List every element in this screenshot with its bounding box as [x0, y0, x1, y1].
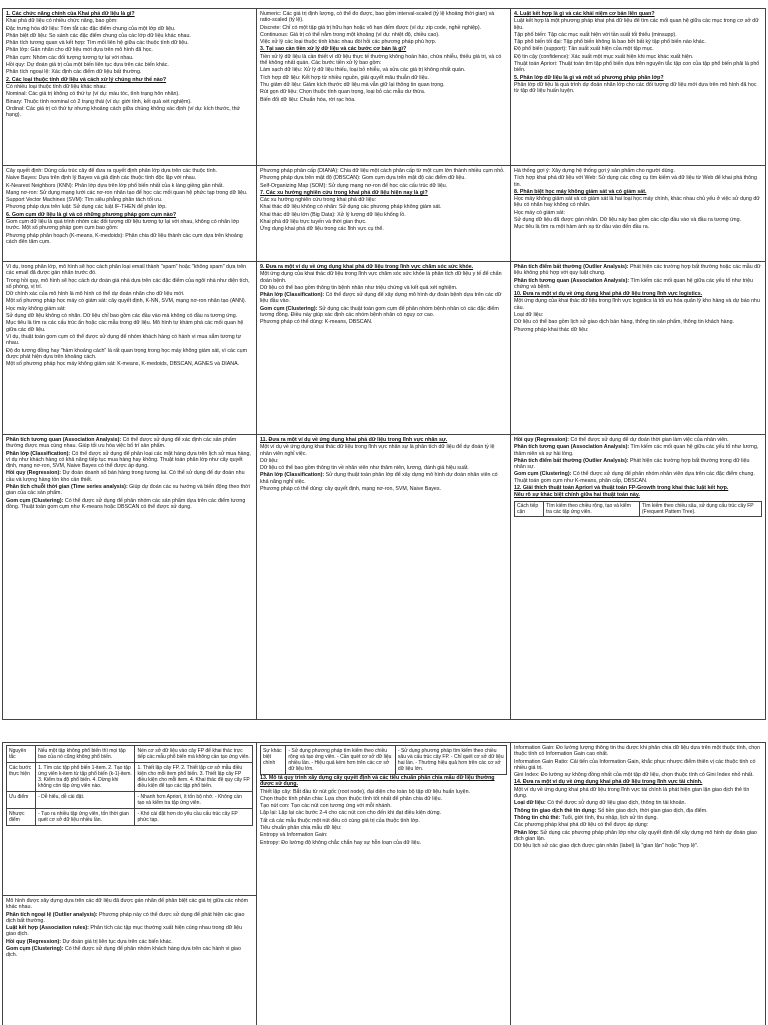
paragraph: Phân cụm: Nhóm các đối tượng tương tự lại với nhau.	[6, 54, 134, 61]
bold-term: Phân lớp (Classification):	[6, 450, 71, 457]
paragraph: Biến đổi dữ liệu: Chuẩn hóa, rời rạc hóa.	[260, 96, 356, 103]
paragraph: Nominal: Các giá trị không có thứ tự (ví dụ: màu tóc, tình trạng hôn nhân).	[6, 91, 180, 98]
paragraph: Phương pháp phân cấp (DIANA): Chia dữ liệu một cách phân cấp từ một cụm lớn thành nhiều cụm nhỏ.	[260, 168, 505, 174]
section-heading: 11. Đưa ra một ví dụ về ứng dụng khai phá dữ liệu trong lĩnh vực nhân sự.	[260, 437, 448, 443]
paragraph-text: Dự đoán giá trị liên tục dựa trên các biến khác.	[61, 938, 173, 945]
table-row	[261, 746, 507, 775]
paragraph: Tất cả các mẫu thuộc một nút đều có cùng giá trị của thuộc tính lớp.	[260, 817, 420, 824]
paragraph: Phân lớp dữ liệu là quá trình dự đoán nhãn lớp cho các đối tượng dữ liệu mới dựa trên mô hình đã học từ tập dữ liệu huấn luyện.	[514, 81, 757, 95]
text-cell	[257, 262, 510, 435]
text-cell	[511, 262, 765, 435]
row-header-cell: Sự khác biệt chính	[261, 746, 286, 775]
paragraph-text: Có thể được sử dụng để phân nhóm các sản phẩm dựa trên các điểm tương đồng. Thuật toán gom cụm như K-means hoặc DBSCAN có thể được sử dụng.	[6, 497, 246, 510]
section-heading: 9. Đưa ra một ví dụ về ứng dụng khai phá dữ liệu trong lĩnh vực chăm sóc sức khỏe.	[260, 264, 474, 270]
paragraph-text: Phương pháp này có thể được sử dụng để phát hiện các giao dịch bất thường.	[6, 911, 245, 924]
paragraph: Một ứng dụng của khai thác dữ liệu trong lĩnh vực logistics là tối ưu hóa quản lý kho hàng và dự báo nhu cầu.	[514, 298, 760, 311]
bold-term: Luật kết hợp (Association rules):	[6, 925, 89, 932]
paragraph-text: Dự đoán doanh số bán hàng trong tương lai. Có thể sử dụng để dự đoán nhu cầu và lượng hàng tồn kho cần thiết.	[6, 470, 245, 483]
table-cell: 1. Tìm các tập phổ biến 1-item. 2. Tạo tập ứng viên k-item từ tập phổ biến (k-1)-item. 3. Kiểm tra độ phổ biến. 4. Dừng khi không còn tập ứng viên nào.	[36, 763, 135, 792]
paragraph: Entropy: Đo lường độ không chắc chắn hay sự hỗn loạn của dữ liệu.	[260, 839, 422, 846]
bold-term: Phân lớp (Classification):	[260, 472, 325, 479]
paragraph: Phương pháp dựa trên mật độ (DBSCAN): Gom cụm dựa trên mật độ các điểm dữ liệu.	[260, 175, 466, 182]
paragraph: Độ tin cậy (confidence): Xác suất một mục xuất hiện khi mục khác xuất hiện.	[514, 53, 694, 60]
paragraph: Mục tiêu là tìm ra một hàm ánh xạ từ đầu vào đến đầu ra.	[514, 224, 650, 231]
table-cell: Cách tiếp cận	[515, 501, 544, 516]
paragraph	[514, 264, 762, 277]
paragraph: Phương pháp dựa trên luật: Sử dụng các luật IF-THEN để phân lớp.	[6, 204, 167, 211]
paragraph: Luật kết hợp là một phương pháp khai phá dữ liệu để tìm các mối quan hệ giữa các mục trong cơ sở dữ liệu.	[514, 18, 759, 31]
paragraph: Self-Organizing Map (SOM): Sử dụng mạng nơ-ron để học các cấu trúc dữ liệu.	[260, 182, 448, 189]
paragraph: Có nhiều loại thuộc tính dữ liệu khác nhau:	[6, 83, 107, 90]
paragraph: Tập phổ biến tối đại: Tập phổ biến không là bao bởi bất kỳ tập phổ biến nào khác.	[514, 39, 706, 46]
paragraph: Hà thống gợi ý: Xây dựng hệ thống gợi ý sản phẩm cho người dùng.	[514, 168, 675, 174]
text-cell	[511, 166, 765, 262]
bold-term: Thông tin giao dịch thẻ tín dụng:	[514, 807, 597, 814]
bold-term: Loại dữ liệu:	[514, 800, 546, 807]
paragraph: Ví dụ, thuật toán gom cụm có thể được sử dụng để nhóm khách hàng có hành vi mua sắm tương tự nhau.	[6, 333, 242, 347]
text-block	[511, 743, 765, 1015]
bold-term: Gom cụm (Clustering):	[6, 946, 64, 953]
paragraph: Phân tích tương quan và kết hợp: Tìm mối liên hệ giữa các thuộc tính dữ liệu.	[6, 40, 189, 47]
bold-term: Hồi quy (Regression):	[514, 437, 570, 443]
paragraph	[514, 815, 762, 821]
paragraph: Lặp lại: Lặp lại các bước 2-4 cho các nút con cho đến khi đạt điều kiện dừng.	[260, 810, 442, 817]
table-cell: Tìm kiếm theo chiều sâu, sử dụng cấu trúc cây FP (Frequent Pattern Tree).	[639, 501, 761, 516]
section-heading: 4. Luật kết hợp là gì và các khái niệm cơ bản liên quan?	[514, 11, 655, 17]
bold-term: Gom cụm (Clustering):	[260, 305, 318, 312]
paragraph: Ứng dụng khai phá dữ liệu trong các lĩnh vực cụ thể.	[260, 226, 384, 233]
table-cell: 1. Thiết lập cây FP. 2. Thiết lập cơ sở mẫu điều kiện cho mỗi item phổ biến. 3. Thiết lập cây FP điều kiện cho mỗi item. 4. Khai thác đệ quy cây FP điều kiện để tạo các tập phổ biến.	[135, 763, 253, 792]
text-cell	[257, 166, 510, 262]
paragraph: K-Nearest Neighbors (KNN): Phân lớp dựa trên lớp phổ biến nhất của k láng giềng gần nhất.	[6, 182, 224, 189]
paragraph-text: Phân tích các tập mục thường xuất hiện cùng nhau trong dữ liệu giao dịch.	[6, 925, 243, 938]
column-2	[257, 743, 511, 1025]
paragraph: Thiết lập cây: Bắt đầu từ nút gốc (root node), đại diện cho toàn bộ tập dữ liệu huấn luyện.	[260, 788, 470, 795]
text-block	[257, 743, 510, 1015]
paragraph: Dữ chính xác của mô hình là mô hình có thể dự đoán nhãn cho dữ liệu mới.	[6, 291, 185, 298]
bold-term: Hồi quy (Regression):	[6, 938, 62, 945]
paragraph: Các phương pháp khai phá dữ liệu có thể được áp dụng:	[514, 822, 649, 829]
paragraph	[6, 912, 253, 925]
section-heading: 5. Phân lớp dữ liệu là gì và một số phương pháp phân lớp?	[514, 74, 664, 81]
table-row	[7, 792, 253, 809]
paragraph-text: Có thể được sử dụng dữ liệu giao dịch, thông tin tài khoản.	[545, 800, 686, 807]
paragraph-text: Phát hiện các trường hợp bất thường trong dữ liệu nhân sự.	[514, 457, 750, 471]
paragraph	[514, 808, 762, 814]
paragraph: Dữ liệu lịch sử các giao dịch được gán nhãn (label) là "gian lận" hoặc "hợp lệ".	[514, 843, 699, 850]
paragraph: Dữ liệu có thể bao gồm thông tin về nhân viên như thâm niên, lương, đánh giá hiệu suất.	[260, 465, 469, 472]
table-cell: - Tạo ra nhiều tập ứng viên, tốn thời gian quét cơ sở dữ liệu nhiều lần.	[36, 809, 135, 826]
paragraph: Binary: Thuộc tính nominal có 2 trạng thái (ví dụ: giới tính, kết quả xét nghiệm).	[6, 98, 192, 105]
paragraph: Tích hợp dữ liệu: Kết hợp từ nhiều nguồn, giải quyết mâu thuẫn dữ liệu.	[260, 74, 429, 81]
paragraph: Khai phá dữ liệu có nhiều chức năng, bao gồm:	[6, 18, 118, 25]
paragraph: Một ứng dụng của khai thác dữ liệu trong lĩnh vực chăm sóc sức khỏe là phân tích dữ liệu y tế để chẩn đoán bệnh.	[260, 271, 502, 284]
section-heading: 14. Đưa ra một ví dụ về ứng dụng khai phá dữ liệu trong lĩnh vực tài chính.	[514, 779, 703, 786]
difference-table	[260, 745, 507, 775]
paragraph: Học máy không giám sát và có giám sát là hai loại học máy chính, khác nhau chủ yếu ở việc sử dụng dữ liệu có nhãn hay không có nhãn.	[514, 196, 760, 209]
paragraph: Dữ liệu có thể bao gồm lịch sử giao dịch bán hàng, thông tin sản phẩm, thông tin khách hàng.	[514, 319, 734, 326]
paragraph	[514, 800, 762, 806]
table-row	[515, 501, 762, 516]
paragraph-text: Số tiền giao dịch, thời gian giao dịch, địa điểm.	[596, 807, 708, 814]
paragraph: Phương pháp khai thác dữ liệu:	[514, 326, 589, 333]
paragraph: Hồi quy: Dự đoán giá trị của một biến liên tục dựa trên các biến khác.	[6, 62, 169, 69]
paragraph: Gini Index: Đo lường sự không đồng nhất của một tập dữ liệu, chọn thuộc tính có Gini Index nhỏ nhất.	[514, 772, 754, 779]
paragraph: Phương pháp có thể dùng: K-means, DBSCAN.	[260, 319, 373, 326]
comparison-table	[6, 745, 253, 826]
table-row	[7, 809, 253, 826]
section-heading: 10. Đưa ra một ví dụ về ứng dụng khai phá dữ liệu trong lĩnh vực logistics.	[514, 291, 703, 298]
column-2	[257, 9, 511, 719]
paragraph: Cây quyết định: Dùng cấu trúc cây để đưa ra quyết định phân lớp dựa trên các thuộc tính.	[6, 168, 218, 174]
text-block	[3, 896, 256, 1020]
comparison-table-cell	[3, 743, 256, 896]
text-cell	[511, 9, 765, 166]
paragraph-text: Tuổi, giới tính, thu nhập, lịch sử tín dụng.	[560, 814, 658, 821]
bold-term: Phân tích tương quan (Association Analysis):	[514, 277, 630, 284]
paragraph: Dữ liệu:	[260, 457, 279, 464]
paragraph-text: Có thể được sử dụng để phân nhóm khách hàng dựa trên các hành vi giao dịch.	[6, 946, 241, 959]
paragraph: Phương pháp phân hoạch (K-means, K-medoids): Phân chia dữ liệu thành các cụm dựa trên khoảng cách đến tâm cụm.	[6, 232, 243, 245]
paragraph	[514, 458, 762, 471]
text-cell	[257, 9, 510, 166]
section-heading: 2. Các loại thuộc tính dữ liệu và cách xử lý chúng như thế nào?	[6, 76, 167, 83]
paragraph: Tạo nút con: Tạo các nút con tương ứng với mỗi nhánh.	[260, 803, 392, 810]
paragraph: Phân tích ngoại lệ: Xác định các điểm dữ liệu bất thường.	[6, 69, 142, 76]
paragraph-text: Giúp dự đoán các xu hướng và biến động theo thời gian của các sản phẩm.	[6, 484, 250, 497]
paragraph-text: Có thể được sử dụng để xác định các sản phẩm thường được mua cùng nhau. Giúp tối ưu hóa việc bố trí sản phẩm.	[6, 437, 237, 450]
bold-term: Phân lớp (Classification):	[260, 292, 325, 299]
table-row	[7, 763, 253, 792]
paragraph-text: Có thể được sử dụng để dự đoán thời gian làm việc của nhân viên.	[569, 437, 729, 443]
paragraph: Việc xử lý các loại thuộc tính khác nhau đòi hỏi các phương pháp phù hợp.	[260, 39, 437, 46]
bold-term: Phân tích điểm bất thường (Outlier Analysis):	[514, 264, 629, 270]
paragraph: Naive Bayes: Dựa trên định lý Bayes và giả định các thuộc tính độc lập với nhau.	[6, 175, 197, 182]
paragraph: Sử dụng dữ liệu không có nhãn. Dữ liệu chỉ bao gồm các đầu vào mà không có đầu ra tương ứng.	[6, 313, 238, 320]
bold-term: Thông tin chủ thẻ:	[514, 814, 561, 821]
paragraph	[514, 278, 762, 291]
paragraph	[6, 925, 253, 938]
paragraph: Trong hồi quy, mô hình sẽ học cách dự đoán giá nhà dựa trên các đặc điểm của ngôi nhà như diện tích, số phòng, vị trí.	[6, 277, 250, 290]
section-heading: 1. Các chức năng chính của Khai phá dữ liệu là gì?	[6, 11, 135, 17]
text-cell	[257, 435, 510, 575]
paragraph: Độ đo tương đồng hay "hàm khoảng cách" là rất quan trọng trong học máy không giám sát, vì các cụm được phát hiện dựa trên khoảng cách.	[6, 347, 248, 360]
section-heading: 13. Mô tả quy trình xây dựng cây quyết định và các tiêu chuẩn phân chia mẫu dữ liệu thường được sử dụng.	[260, 775, 495, 788]
paragraph	[514, 437, 762, 443]
table-cell: Nếu một tập không phổ biến thì mọi tập bao của nó cũng không phổ biến.	[36, 746, 135, 763]
paragraph: Mục tiêu là tìm ra các cấu trúc ẩn hoặc các mẫu trong dữ liệu. Mô hình tự khám phá các mối quan hệ giữa các dữ liệu.	[6, 320, 244, 333]
paragraph	[6, 939, 253, 945]
paragraph: Học máy không giám sát:	[6, 305, 66, 312]
paragraph: Một ví dụ về ứng dụng khai phá dữ liệu trong lĩnh vực tài chính là phát hiện gian lận giao dịch thẻ tín dụng.	[514, 786, 750, 800]
bold-term: Phân tích tương quan (Association Analysis):	[6, 437, 122, 443]
bold-term: Gom cụm (Clustering):	[6, 497, 64, 504]
section-heading: 6. Gom cụm dữ liệu là gì và có những phương pháp gom cụm nào?	[6, 211, 177, 218]
table-cell: - Sử dụng phương pháp tìm kiếm theo chiều sâu và cấu trúc cây FP. - Chỉ quét cơ sở dữ liệu hai lần. - Thường hiệu quả hơn trên các cơ sở dữ liệu lớn.	[395, 746, 506, 775]
table-cell: - Nhanh hơn Apriori, ít tốn bộ nhớ. - Không cần tạo và kiểm tra tập ứng viên.	[135, 792, 253, 809]
paragraph: Chọn thuộc tính phân chia: Lựa chọn thuộc tính tốt nhất để phân chia dữ liệu.	[260, 795, 443, 802]
paragraph	[514, 471, 762, 484]
paragraph	[514, 444, 762, 457]
text-cell	[511, 435, 765, 575]
paragraph-text: Phát hiện các trường hợp bất thường hoặc các mẫu dữ liệu không phù hợp với quy luật chung.	[514, 264, 761, 277]
table-cell: - Khó cài đặt hơn do yêu cầu cấu trúc cây FP phức tạp.	[135, 809, 253, 826]
section-heading: 7. Các xu hướng nghiên cứu trong khai phá dữ liệu hiện nay là gì?	[260, 189, 428, 196]
paragraph-text: Sử dụng các thuật toán gom cụm để phân nhóm bệnh nhân có các đặc điểm tương đồng. Điều này giúp xác định các nhóm bệnh nhân có nguy cơ cao.	[260, 305, 499, 319]
page-bottom-grid	[3, 743, 765, 1025]
paragraph: Continuous: Giá trị có thể nằm trong một khoảng (ví dụ: nhiệt độ, chiều cao).	[260, 31, 440, 38]
bold-term: Phân tích tương quan (Association Analysis):	[514, 444, 630, 451]
paragraph	[6, 498, 253, 511]
paragraph-text: Tìm kiếm các mối quan hệ giữa các yếu tố như triệu chứng và bệnh.	[514, 277, 754, 290]
paragraph: Học máy có giám sát:	[514, 209, 565, 216]
paragraph: Một số phương pháp học máy có giám sát: cây quyết định, K-NN, SVM, mạng nơ-ron nhân tạo (ANN).	[6, 298, 247, 305]
row-header-cell: Các bước thực hiện	[7, 763, 36, 792]
bold-term: Hồi quy (Regression):	[6, 470, 62, 477]
paragraph: Các xu hướng nghiên cứu trong khai phá dữ liệu:	[260, 197, 376, 204]
paragraph-text: Sử dụng thuật toán phân lớp để xây dựng mô hình dự đoán nhân viên có khả năng nghỉ việc.	[260, 472, 498, 485]
paragraph: Ordinal: Các giá trị có thứ tự nhưng khoảng cách giữa chúng không xác định (ví dụ: kích thước, thứ hạng).	[6, 105, 241, 119]
column-1	[3, 743, 257, 1025]
paragraph: Discrete: Chỉ có một tập giá trị hữu hạn hoặc vô hạn đếm được (ví dụ: zip code, nghề nghiệp).	[260, 24, 482, 31]
paragraph: Entropy và Information Gain:	[260, 832, 328, 839]
section-heading: 12. Giải thích thuật toán Apriori và thuật toán FP-Growth trong khai thác luật kết hợp.	[514, 485, 729, 492]
paragraph: Dữ liệu có thể bao gồm thông tin bệnh nhân như triệu chứng và kết quả xét nghiệm.	[260, 284, 458, 291]
paragraph: Phân biệt dữ liệu: So sánh các đặc điểm chung của các lớp dữ liệu khác nhau.	[6, 32, 191, 39]
paragraph: Tiền xử lý dữ liệu là cần thiết vì dữ liệu thực tế thường không hoàn hảo, chứa nhiễu, thiếu giá trị, và có thể không nhất quán. Các bước tiền xử lý bao gồm:	[260, 53, 502, 67]
text-cell	[3, 9, 256, 166]
column-1	[3, 9, 257, 719]
row-header-cell: Ưu điểm	[7, 792, 36, 809]
paragraph	[6, 484, 253, 497]
text-cell	[3, 262, 256, 435]
column-3	[511, 9, 765, 719]
text-cell	[3, 166, 256, 262]
paragraph	[260, 292, 507, 305]
table-cell: - Sử dụng phương pháp tìm kiếm theo chiều rộng và tạo ứng viên. - Cần quét cơ sở dữ liệu nhiều lần. - Hiệu quả kém hơn trên các cơ sở dữ liệu lớn.	[286, 746, 396, 775]
paragraph: Độ phổ biến (support): Tần suất xuất hiện của một tập mục.	[514, 46, 654, 53]
paragraph: Information Gain Ratio: Cải tiến của Information Gain, khắc phục nhược điểm thiên vị các thuộc tính có nhiều giá trị.	[514, 758, 756, 771]
paragraph	[514, 830, 762, 843]
paragraph: Thuật toán Apriori: Thuật toán tìm tập phổ biến dựa trên nguyên tắc tập con của tập phổ biến phải là phổ biến.	[514, 61, 760, 74]
paragraph: Khai thác dữ liệu lớn (Big Data): Xử lý lượng dữ liệu khổng lồ.	[260, 211, 406, 218]
paragraph: Ví dụ, trong phân lớp, mô hình sẽ học cách phân loại email thành "spam" hoặc "không spam" dựa trên các email đã được gán nhãn trước đó.	[6, 264, 247, 277]
page-top	[2, 8, 766, 720]
paragraph: Support Vector Machines (SVM): Tìm siêu phẳng phân tách tối ưu.	[6, 197, 163, 204]
column-3	[511, 743, 765, 1025]
paragraph: Mô hình được xây dựng dựa trên các dữ liệu đã được gán nhãn để phân biệt các giá trị giữa các nhóm khác nhau.	[6, 898, 249, 911]
paragraph: Tiêu chuẩn phân chia mẫu dữ liệu:	[260, 825, 342, 832]
paragraph	[260, 472, 507, 485]
paragraph: Numeric: Các giá trị định lượng, có thể đo được, bao gồm interval-scaled (tỷ lệ khoảng thời gian) và ratio-scaled (tỷ lệ).	[260, 11, 495, 24]
paragraph-text: Tìm kiếm các mối quan hệ giữa các yếu tố như lương, thâm niên và sự hài lòng.	[514, 444, 759, 457]
paragraph-text: Có thể được sử dụng để phân nhóm nhân viên dựa trên các đặc điểm chung. Thuật toán gom cụm như K-means, phân cấp, DBSCAN.	[514, 471, 755, 484]
paragraph: Mạng nơ-ron: Sử dụng mạng lưới các nơ-ron nhân tạo để học các mối quan hệ phức tạp trong dữ liệu.	[6, 189, 248, 196]
bold-term: Phân tích điểm bất thường (Outlier Analysis):	[514, 457, 629, 464]
table-cell: Nén cơ sở dữ liệu vào cây FP để khai thác trực tiếp các mẫu phổ biến mà không cần tạo ứng viên.	[135, 746, 253, 763]
section-heading: 3. Tại sao cần tiền xử lý dữ liệu và các bước cơ bản là gì?	[260, 46, 407, 53]
paragraph: Đặc trưng hóa dữ liệu: Tóm tắt các đặc điểm chung của một lớp dữ liệu.	[6, 25, 176, 32]
paragraph	[260, 306, 507, 319]
table-cell: Tìm kiếm theo chiều rộng, tạo và kiểm tra các tập ứng viên.	[544, 501, 640, 516]
bold-term: Phân lớp:	[514, 829, 539, 836]
bold-term: Gom cụm (Clustering):	[514, 471, 572, 478]
bold-term: Phân tích chuỗi thời gian (Time series analysis):	[6, 484, 128, 491]
paragraph: Loại dữ liệu:	[514, 312, 544, 319]
section-heading: 8. Phân biệt học máy không giám sát và có giám sát.	[514, 188, 647, 195]
paragraph-text: Có thể được sử dụng để phân loại các mặt hàng dựa trên lịch sử mua hàng, ví dụ như khách hàng có khả năng tiếp tục mua hàng hay không. Thuật toán phân lớp như cây quyết định, mạng nơ-ron, SVM, Naive Bayes có thể được áp dụng.	[6, 450, 251, 470]
paragraph: Khai thác dữ liệu không có nhãn: Sử dụng các phương pháp không giám sát.	[260, 204, 442, 211]
paragraph: Sử dụng dữ liệu đã được gán nhãn. Dữ liệu này bao gồm các cặp đầu vào và đầu ra tương ứng.	[514, 217, 741, 224]
row-header-cell: Nguyên tắc	[7, 746, 36, 763]
paragraph: Gom cụm dữ liệu là quá trình nhóm các đối tượng dữ liệu tương tự lại với nhau, không có nhãn lớp trước. Một số phương pháp gom cụm bao gồm:	[6, 219, 240, 232]
paragraph	[6, 946, 253, 959]
paragraph-text: Có thể được sử dụng để xây dựng mô hình dự đoán bệnh dựa trên các dữ liệu đầu vào.	[260, 292, 502, 305]
approach-table	[514, 501, 762, 517]
paragraph: Một số phương pháp học máy không giám sát: K-means, K-medoids, DBSCAN, AGNES và DIANA.	[6, 361, 240, 368]
paragraph: Phương pháp có thể dùng: cây quyết định, mạng nơ-ron, SVM, Naive Bayes.	[260, 486, 441, 493]
paragraph: Khai phá dữ liệu trực tuyến và thời gian thực.	[260, 219, 367, 226]
paragraph	[6, 470, 253, 483]
paragraph: Tập phổ biến: Tập các mục xuất hiện với tần suất tối thiểu (minsupp).	[514, 31, 677, 38]
paragraph	[6, 451, 253, 470]
row-header-cell: Nhược điểm	[7, 809, 36, 826]
paragraph: Phân lớp: Gán nhãn cho dữ liệu mới dựa trên mô hình đã học.	[6, 47, 153, 54]
paragraph: Một ví dụ về ứng dụng khai thác dữ liệu trong lĩnh vực nhân sự là phân tích dữ liệu để dự đoán tỷ lệ nhân viên nghỉ việc.	[260, 444, 495, 457]
bold-term: Phân tích ngoại lệ (Outlier analysis):	[6, 911, 98, 918]
paragraph: Information Gain: Đo lường lượng thông tin thu được khi phân chia dữ liệu dựa trên một thuộc tính, chọn thuộc tính có Information Gain cao nhất.	[514, 745, 761, 758]
page-bottom	[2, 742, 766, 1025]
page-top-grid	[3, 9, 765, 719]
section-heading: Nêu rõ sự khác biệt chính giữa hai thuật toán này.	[514, 492, 640, 499]
text-cell	[3, 435, 256, 575]
paragraph: Thu giảm dữ liệu: Giảm kích thước dữ liệu mà vẫn giữ lại thông tin quan trọng.	[260, 81, 445, 88]
paragraph-text: Sử dụng các phương pháp phân lớp như cây quyết định để xây dựng mô hình dự đoán giao dịch gian lận.	[514, 829, 757, 842]
table-row	[7, 746, 253, 763]
paragraph: Rút gọn dữ liệu: Chọn thuộc tính quan trọng, loại bỏ các mẫu dư thừa.	[260, 89, 426, 96]
paragraph: Làm sạch dữ liệu: Xử lý dữ liệu thiếu, loại bỏ nhiễu, và sửa các giá trị không nhất quán.	[260, 67, 466, 74]
paragraph: Tích hợp khai phá dữ liệu với Web: Sử dụng các công cụ tìm kiếm và dữ liệu từ Web để khai phá thông tin.	[514, 175, 757, 188]
paragraph	[6, 437, 253, 450]
table-cell: - Dễ hiểu, dễ cài đặt.	[36, 792, 135, 809]
